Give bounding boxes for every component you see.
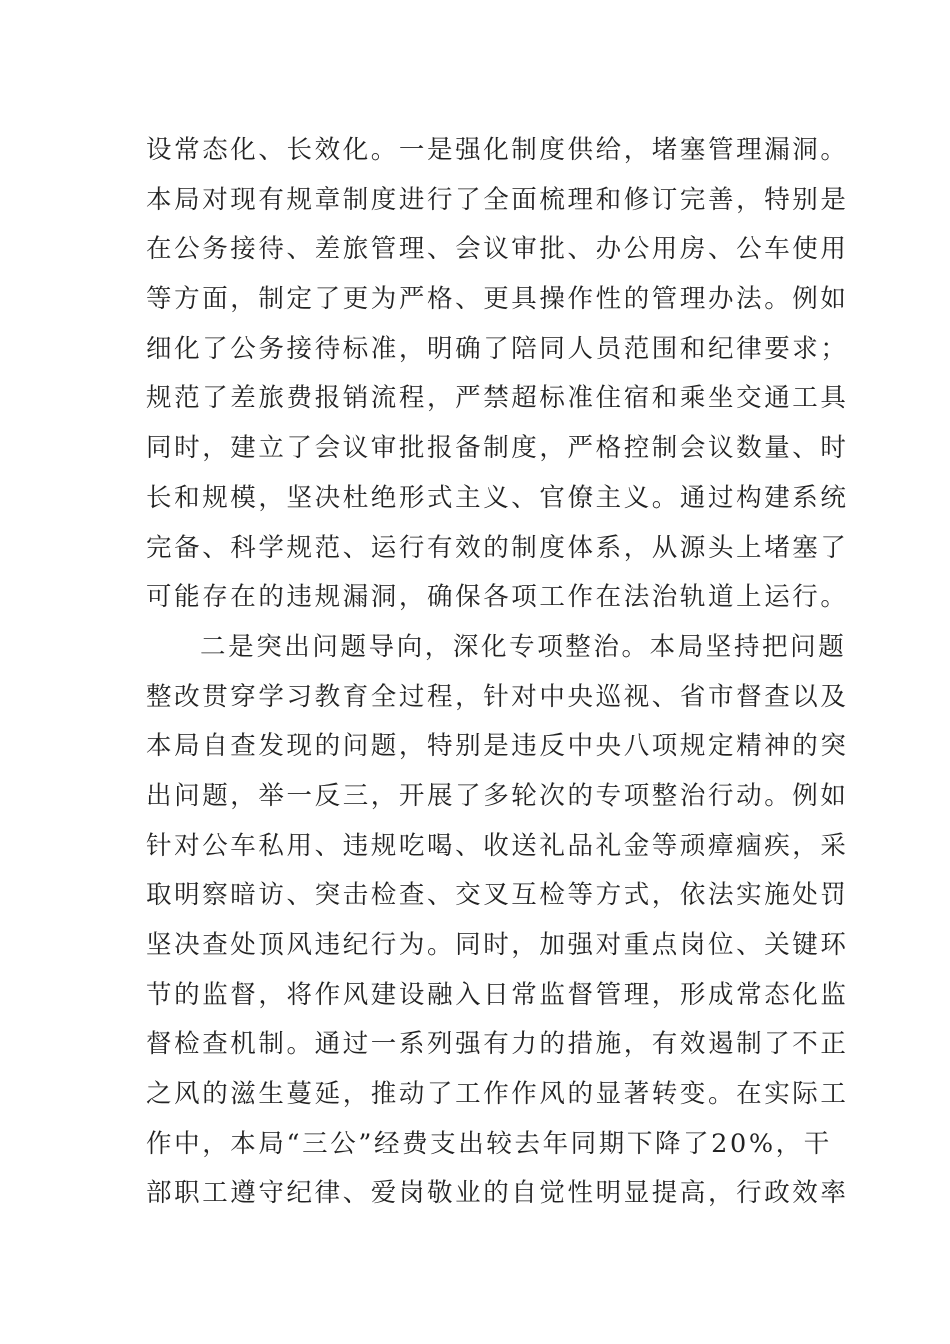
text-line: 完备、科学规范、运行有效的制度体系，从源头上堵塞了 (146, 532, 849, 563)
text-line: 坚决查处顶风违纪行为。同时，加强对重点岗位、关键环 (146, 930, 849, 960)
paragraph-start-line: 二是突出问题导向，深化专项整治。本局坚持把问题 (200, 631, 847, 662)
text-line: 规范了差旅费报销流程，严禁超标准住宿和乘坐交通工具 (146, 383, 849, 414)
text-line: 作中，本局“三公”经费支出较去年同期下降了20%，干 (146, 1128, 832, 1159)
text-line: 节的监督，将作风建设融入日常监督管理，形成常态化监 (146, 979, 849, 1010)
text-line: 在公务接待、差旅管理、会议审批、办公用房、公车使用 (146, 234, 849, 265)
text-line: 出问题，举一反三，开展了多轮次的专项整治行动。例如 (146, 780, 849, 811)
text-line: 设常态化、长效化。一是强化制度供给，堵塞管理漏洞。 (146, 135, 849, 165)
body-text (146, 126, 849, 1219)
text-line: 长和规模，坚决杜绝形式主义、官僚主义。通过构建系统 (146, 482, 849, 513)
text-line: 细化了公务接待标准，明确了陪同人员范围和纪律要求； (146, 333, 849, 364)
text-line: 同时，建立了会议审批报备制度，严格控制会议数量、时 (146, 433, 849, 464)
text-line: 部职工遵守纪律、爱岗敬业的自觉性明显提高，行政效率 (146, 1178, 849, 1209)
text-line: 整改贯穿学习教育全过程，针对中央巡视、省市督查以及 (146, 681, 849, 712)
text-line: 等方面，制定了更为严格、更具操作性的管理办法。例如 (146, 284, 849, 315)
text-line: 取明察暗访、突击检查、交叉互检等方式，依法实施处罚 (146, 880, 849, 911)
text-line: 针对公车私用、违规吃喝、收送礼品礼金等顽瘴痼疾，采 (146, 830, 849, 861)
text-line: 督检查机制。通过一系列强有力的措施，有效遏制了不正 (146, 1029, 849, 1060)
text-line: 之风的滋生蔓延，推动了工作作风的显著转变。在实际工 (146, 1079, 849, 1110)
text-line: 本局自查发现的问题，特别是违反中央八项规定精神的突 (146, 731, 849, 762)
text-line: 本局对现有规章制度进行了全面梳理和修订完善，特别是 (146, 184, 849, 215)
text-line: 可能存在的违规漏洞，确保各项工作在法治轨道上运行。 (146, 582, 849, 613)
